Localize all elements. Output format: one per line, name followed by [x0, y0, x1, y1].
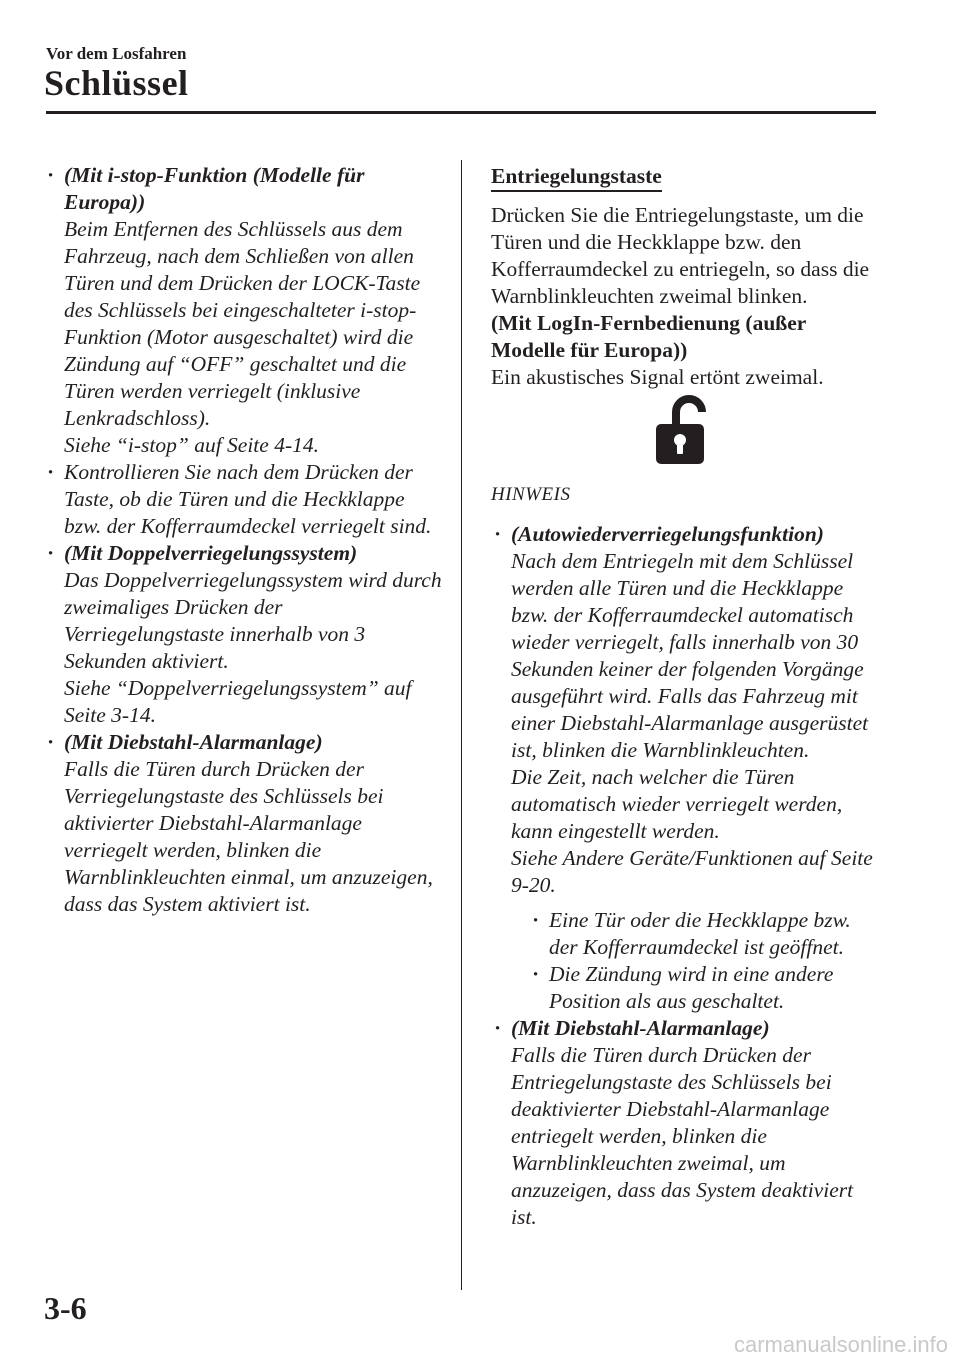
sub-list-item — [531, 907, 881, 961]
item-text: Das Doppelverriegelungssystem wird durch zweimaliges Drücken der Verriegelungstaste innerhalb von 3 Sekunden aktiviert. — [64, 568, 442, 673]
right-column — [491, 163, 881, 391]
paragraph: Ein akustisches Signal ertönt zweimal. — [491, 365, 824, 389]
unlock-description — [491, 202, 881, 391]
page-number: 3-6 — [44, 1290, 87, 1326]
section-label: Vor dem Losfahren — [46, 44, 187, 63]
item-heading: · (Mit Diebstahl-Alarmanlage) — [64, 730, 323, 754]
sub-list-item — [531, 961, 881, 1015]
list-item — [46, 459, 446, 540]
list-item — [46, 729, 446, 918]
sub-item-text: · Die Zündung wird in eine andere Position als aus geschaltet. — [549, 962, 834, 1013]
list-item — [493, 1015, 881, 1231]
list-item — [46, 162, 446, 459]
item-heading: · (Mit Diebstahl-Alarmanlage) — [511, 1016, 770, 1040]
left-column — [46, 162, 446, 918]
page-title: Schlüssel — [44, 63, 189, 103]
item-text: · Kontrollieren Sie nach dem Drücken der Taste, ob die Türen und die Heckklappe bzw. der Kofferraumdeckel verriegelt sind. — [64, 460, 432, 538]
list-item — [493, 521, 881, 1015]
list-item — [46, 540, 446, 729]
section-heading: Entriegelungstaste — [491, 163, 662, 192]
unlock-icon — [650, 394, 710, 466]
item-heading: · (Autowiederverriegelungsfunktion) — [511, 522, 824, 546]
sub-list — [531, 907, 881, 1015]
item-text: Falls die Türen durch Drücken der Entriegelungstaste des Schlüssels bei deaktivierter Diebstahl-Alarmanlage entriegelt werden, blinken die Warnblinkleuchten zweimal, um anzuzeigen, dass das System deaktiviert ist. — [511, 1043, 854, 1229]
sub-item-text: · Eine Tür oder die Heckklappe bzw. der Kofferraumdeckel ist geöffnet. — [549, 908, 851, 959]
item-heading: · (Mit Doppelverriegelungssystem) — [64, 541, 358, 565]
item-text: Falls die Türen durch Drücken der Verriegelungstaste des Schlüssels bei aktivierter Diebstahl-Alarmanlage verriegelt werden, blinken die Warnblinkleuchten einmal, um anzuzeigen, dass das System aktiviert ist. — [64, 757, 433, 916]
item-text: Die Zeit, nach welcher die Türen automatisch wieder verriegelt werden, kann eingestellt werden. — [511, 765, 843, 843]
notes-list — [491, 521, 881, 1231]
item-reference: Siehe “i-stop” auf Seite 4-14. — [64, 433, 319, 457]
item-reference: Siehe “Doppelverriegelungssystem” auf Seite 3-14. — [64, 676, 412, 727]
paragraph-heading: (Mit LogIn-Fernbedienung (außer Modelle für Europa)) — [491, 311, 806, 362]
item-reference: Siehe Andere Geräte/Funktionen auf Seite 9-20. — [511, 846, 873, 897]
item-text: Beim Entfernen des Schlüssels aus dem Fahrzeug, nach dem Schließen von allen Türen und dem Drücken der LOCK-Taste des Schlüssels bei eingeschalteter i-stop-Funktion (Motor ausgeschaltet) wird die Zündung auf “OFF” geschaltet und die Türen werden verriegelt (inklusive Lenkradschloss). — [64, 217, 421, 430]
note-title: HINWEIS — [491, 484, 571, 505]
item-text: Nach dem Entriegeln mit dem Schlüssel werden alle Türen und die Heckklappe bzw. der Kofferraumdeckel automatisch wieder verriegelt, falls innerhalb von 30 Sekunden keiner der folgenden Vorgänge ausgeführt wird. Falls das Fahrzeug mit einer Diebstahl-Alarmanlage ausgerüstet ist, blinken die Warnblinkleuchten. — [511, 549, 869, 762]
watermark: carmanualsonline.info — [733, 1332, 948, 1357]
column-divider — [461, 160, 462, 1290]
paragraph: Drücken Sie die Entriegelungstaste, um die Türen und die Heckklappe bzw. den Kofferraumdeckel zu entriegeln, so dass die Warnblinkleuchten zweimal blinken. — [491, 203, 870, 308]
header-rule — [46, 111, 876, 114]
item-heading: · (Mit i-stop-Funktion (Modelle für Europa)) — [64, 163, 365, 214]
